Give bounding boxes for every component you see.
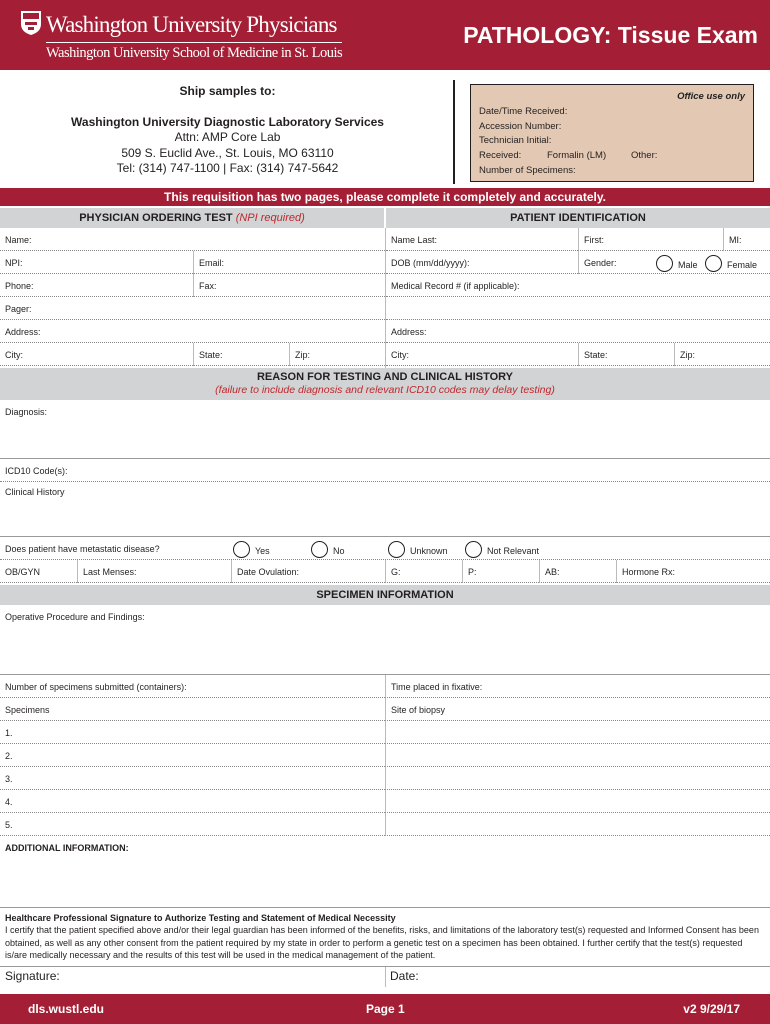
signature-label: Signature:: [5, 969, 60, 983]
reason-note: (failure to include diagnosis and relevant ICD10 codes may delay testing): [215, 384, 555, 396]
patient-name-last-field[interactable]: Name Last:: [386, 228, 578, 251]
signature-row: [0, 966, 770, 986]
specimen-row-3[interactable]: 3.: [0, 767, 385, 790]
office-received-row: [479, 149, 745, 164]
office-other: Other:: [631, 150, 658, 162]
male-radio[interactable]: [656, 255, 673, 272]
divider: [453, 80, 455, 184]
hormone-rx-field[interactable]: Hormone Rx:: [616, 560, 770, 583]
metastatic-row: [0, 537, 770, 560]
patient-city-field[interactable]: City:: [386, 343, 578, 366]
office-heading: Office use only: [677, 91, 745, 102]
cert-text: I certify that the patient specified above and/or their legal guardian has been informed of the benefits, risks, and limitations of the laboratory test(s) requested and Informed Consent has been obtained, as well as any other consent from the patient required by my state in order to perform a genetic test on a specimen has been obtained. I further certify that the test(s) requested is/are medically necessary and the results of this test will be used in the medical management of the patient.: [5, 925, 759, 961]
female-label: Female: [727, 260, 758, 270]
date-field[interactable]: [390, 969, 765, 983]
physician-address-field[interactable]: Address:: [0, 320, 385, 343]
physician-phone-field[interactable]: Phone:: [0, 274, 193, 297]
specimen-row-4[interactable]: 4.: [0, 790, 385, 813]
signature-field[interactable]: [5, 969, 385, 983]
requisition-banner: This requisition has two pages, please complete it completely and accurately.: [0, 188, 770, 206]
patient-mi-field[interactable]: MI:: [723, 228, 770, 251]
lab-phone-fax: Tel: (314) 747-1100 | Fax: (314) 747-5642: [116, 161, 339, 175]
page-footer: [0, 994, 770, 1024]
patient-state-field[interactable]: State:: [578, 343, 674, 366]
operative-procedure-field[interactable]: [0, 605, 770, 675]
male-label: Male: [678, 260, 698, 270]
no-label: No: [333, 546, 345, 556]
npi-required-note: (NPI required): [235, 212, 305, 224]
physician-name-field[interactable]: Name:: [0, 228, 385, 251]
patient-medical-record-field[interactable]: Medical Record # (if applicable):: [386, 274, 770, 297]
site-row-4[interactable]: [385, 790, 770, 813]
icd10-field[interactable]: ICD10 Code(s):: [0, 459, 770, 482]
wustl-logo: [20, 10, 343, 62]
not-relevant-label: Not Relevant: [487, 546, 540, 556]
female-radio[interactable]: [705, 255, 722, 272]
physician-npi-field[interactable]: NPI:: [0, 251, 193, 274]
office-accession: Accession Number:: [479, 120, 562, 132]
site-biopsy-header: Site of biopsy: [385, 698, 770, 721]
last-menses-field[interactable]: Last Menses:: [77, 560, 231, 583]
metastatic-label: Does patient have metastatic disease?: [5, 544, 160, 554]
gender-label: Gender:: [584, 258, 617, 268]
clinical-history-label: Clinical History: [5, 487, 65, 497]
patient-section-heading: PATIENT IDENTIFICATION: [386, 208, 770, 228]
physician-fax-field[interactable]: Fax:: [193, 274, 385, 297]
date-label: Date:: [390, 969, 419, 983]
office-use-box: [470, 84, 754, 182]
p-field[interactable]: P:: [462, 560, 539, 583]
site-row-5[interactable]: [385, 813, 770, 836]
page-header: [0, 0, 770, 70]
ship-heading: Ship samples to:: [179, 84, 276, 98]
specimen-row-1[interactable]: 1.: [0, 721, 385, 744]
footer-page: Page 1: [366, 1002, 405, 1016]
cert-heading: Healthcare Professional Signature to Authorize Testing and Statement of Medical Necessity: [5, 913, 396, 923]
patient-dob-field[interactable]: DOB (mm/dd/yyyy):: [386, 251, 578, 274]
logo-main-text: Washington University Physicians: [46, 12, 337, 37]
site-row-3[interactable]: [385, 767, 770, 790]
lab-name: Washington University Diagnostic Laboratory Services: [71, 114, 384, 129]
additional-info-field[interactable]: [0, 836, 770, 908]
ship-to-block: [40, 84, 415, 177]
physician-zip-field[interactable]: Zip:: [289, 343, 385, 366]
physician-pager-field[interactable]: Pager:: [0, 297, 385, 320]
obgyn-label: OB/GYN: [0, 560, 77, 583]
specimen-section-heading: SPECIMEN INFORMATION: [0, 585, 770, 605]
reason-heading-text: REASON FOR TESTING AND CLINICAL HISTORY: [256, 371, 514, 383]
not-relevant-radio[interactable]: [465, 541, 482, 558]
patient-address-field[interactable]: Address:: [386, 320, 770, 343]
site-row-1[interactable]: [385, 721, 770, 744]
reason-section-heading: [0, 368, 770, 400]
diagnosis-field[interactable]: [0, 400, 770, 459]
no-radio[interactable]: [311, 541, 328, 558]
certification-statement: [5, 912, 765, 962]
patient-first-field[interactable]: First:: [578, 228, 723, 251]
physician-email-field[interactable]: Email:: [193, 251, 385, 274]
office-technician: Technician Initial:: [479, 135, 552, 147]
physician-city-field[interactable]: City:: [0, 343, 193, 366]
operative-label: Operative Procedure and Findings:: [5, 612, 145, 622]
patient-blank-row: [386, 297, 770, 320]
additional-info-label: ADDITIONAL INFORMATION:: [5, 843, 129, 853]
date-ovulation-field[interactable]: Date Ovulation:: [231, 560, 385, 583]
office-formalin: Formalin (LM): [547, 150, 607, 162]
physician-state-field[interactable]: State:: [193, 343, 289, 366]
footer-version: v2 9/29/17: [683, 1002, 740, 1016]
diagnosis-label: Diagnosis:: [5, 407, 48, 417]
yes-radio[interactable]: [233, 541, 250, 558]
ab-field[interactable]: AB:: [539, 560, 616, 583]
site-row-2[interactable]: [385, 744, 770, 767]
unknown-label: Unknown: [410, 546, 448, 556]
specimens-header: Specimens: [0, 698, 385, 721]
clinical-history-field[interactable]: [0, 482, 770, 537]
office-num-specimens: Number of Specimens:: [479, 165, 576, 177]
lab-attn: Attn: AMP Core Lab: [174, 130, 281, 144]
specimen-row-5[interactable]: 5.: [0, 813, 385, 836]
yes-label: Yes: [255, 546, 270, 556]
sig-divider: [385, 967, 386, 987]
time-fixative-field[interactable]: Time placed in fixative:: [385, 675, 770, 698]
physician-heading-text: PHYSICIAN ORDERING TEST: [79, 212, 233, 224]
logo-sub-text: Washington University School of Medicine in St. Louis: [46, 42, 342, 62]
shield-icon: [20, 10, 42, 36]
office-date-time: Date/Time Received:: [479, 105, 568, 117]
g-field[interactable]: G:: [385, 560, 462, 583]
office-received: Received:: [479, 150, 522, 162]
lab-address: 509 S. Euclid Ave., St. Louis, MO 63110: [121, 145, 334, 160]
form-title: PATHOLOGY: Tissue Exam: [463, 22, 758, 48]
physician-section-heading: [0, 208, 384, 228]
unknown-radio[interactable]: [388, 541, 405, 558]
patient-zip-field[interactable]: Zip:: [674, 343, 770, 366]
footer-website: dls.wustl.edu: [28, 1002, 105, 1016]
num-specimens-field[interactable]: Number of specimens submitted (containers):: [0, 675, 385, 698]
specimen-row-2[interactable]: 2.: [0, 744, 385, 767]
